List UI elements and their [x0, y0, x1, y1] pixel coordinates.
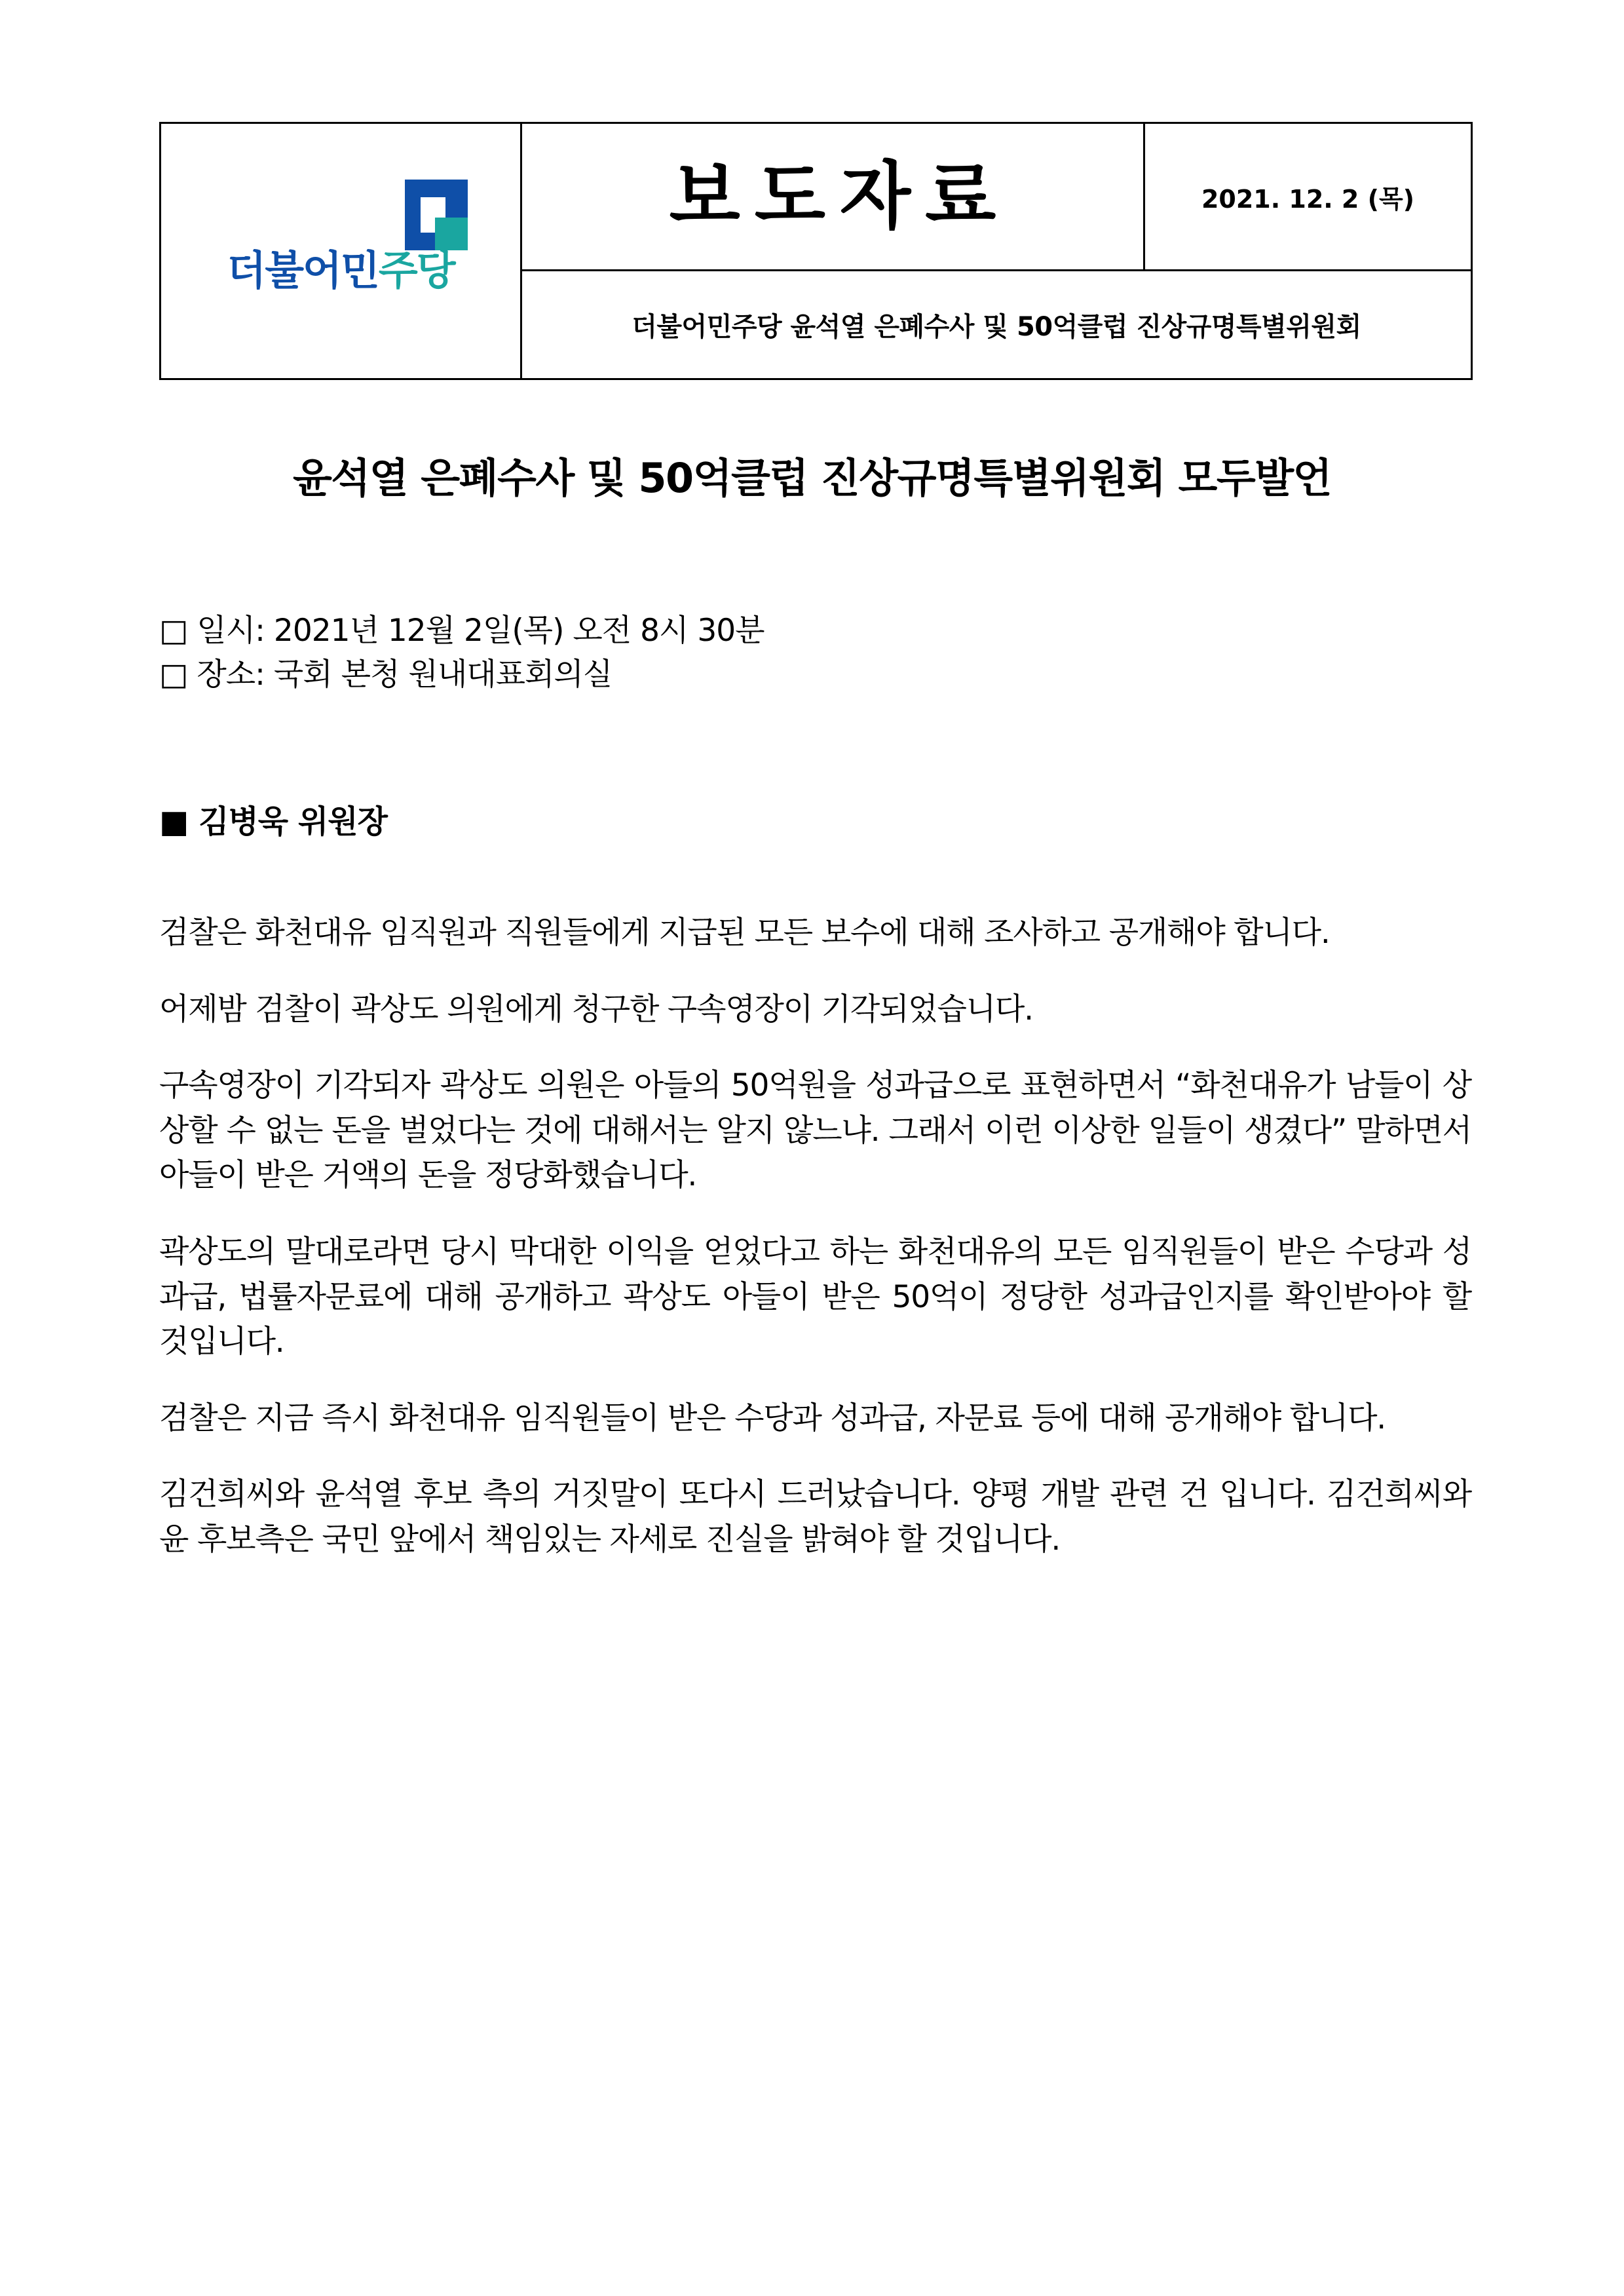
- paragraph: 구속영장이 기각되자 곽상도 의원은 아들의 50억원을 성과급으로 표현하면서 “화천대유가 남들이 상상할 수 없는 돈을 벌었다는 것에 대해서는 알지 않느냐. 그래서 이런 이상한 일들이 생겼다” 말하면서 아들이 받은 거액의 돈을 정당화했습니다.: [159, 1067, 1471, 1194]
- document-kind: 보도자료: [669, 154, 1011, 239]
- paragraph: 김건희씨와 윤석열 후보 측의 거짓말이 또다시 드러났습니다. 양평 개발 관련 건 입니다. 김건희씨와 윤 후보측은 국민 앞에서 책임있는 자세로 진실을 밝혀야 할 것입니다.: [159, 1476, 1471, 1558]
- document-date-cell: [1144, 123, 1472, 271]
- speaker-heading: ■ 김병욱 위원장: [159, 803, 387, 840]
- committee-name: 더불어민주당 윤석열 은폐수사 및 50억클럽 진상규명특별위원회: [632, 312, 1361, 342]
- paragraph: 어제밤 검찰이 곽상도 의원에게 청구한 구속영장이 기각되었습니다.: [159, 991, 1033, 1027]
- paragraph: 곽상도의 말대로라면 당시 막대한 이익을 얻었다고 하는 화천대유의 모든 임직원들이 받은 수당과 성과급, 법률자문료에 대해 공개하고 곽상도 아들이 받은 50억이 정당한 성과급인지를 확인받아야 할 것입니다.: [159, 1234, 1471, 1360]
- event-meta: [159, 609, 1469, 697]
- document-date: 2021. 12. 2 (목): [1201, 184, 1415, 214]
- paragraph: 검찰은 지금 즉시 화천대유 임직원들이 받은 수당과 성과급, 자문료 등에 대해 공개해야 합니다.: [159, 1400, 1386, 1436]
- page-title: 윤석열 은폐수사 및 50억클럽 진상규명특별위원회 모두발언: [292, 454, 1332, 502]
- press-release-header: [159, 122, 1473, 380]
- meta-place: □ 장소: 국회 본청 원내대표회의실: [159, 656, 613, 693]
- party-logo-cell: [161, 123, 521, 379]
- paragraph: 검찰은 화천대유 임직원과 직원들에게 지급된 모든 보수에 대해 조사하고 공개해야 합니다.: [159, 915, 1330, 951]
- committee-name-cell: [521, 271, 1472, 379]
- party-logo: [161, 124, 520, 378]
- democratic-party-symbol-icon: [405, 180, 468, 250]
- document-kind-cell: [521, 123, 1144, 271]
- meta-datetime: □ 일시: 2021년 12월 2일(목) 오전 8시 30분: [159, 613, 765, 649]
- party-logo-text: 더불어민주당: [227, 246, 455, 294]
- statement-body: [159, 911, 1471, 1563]
